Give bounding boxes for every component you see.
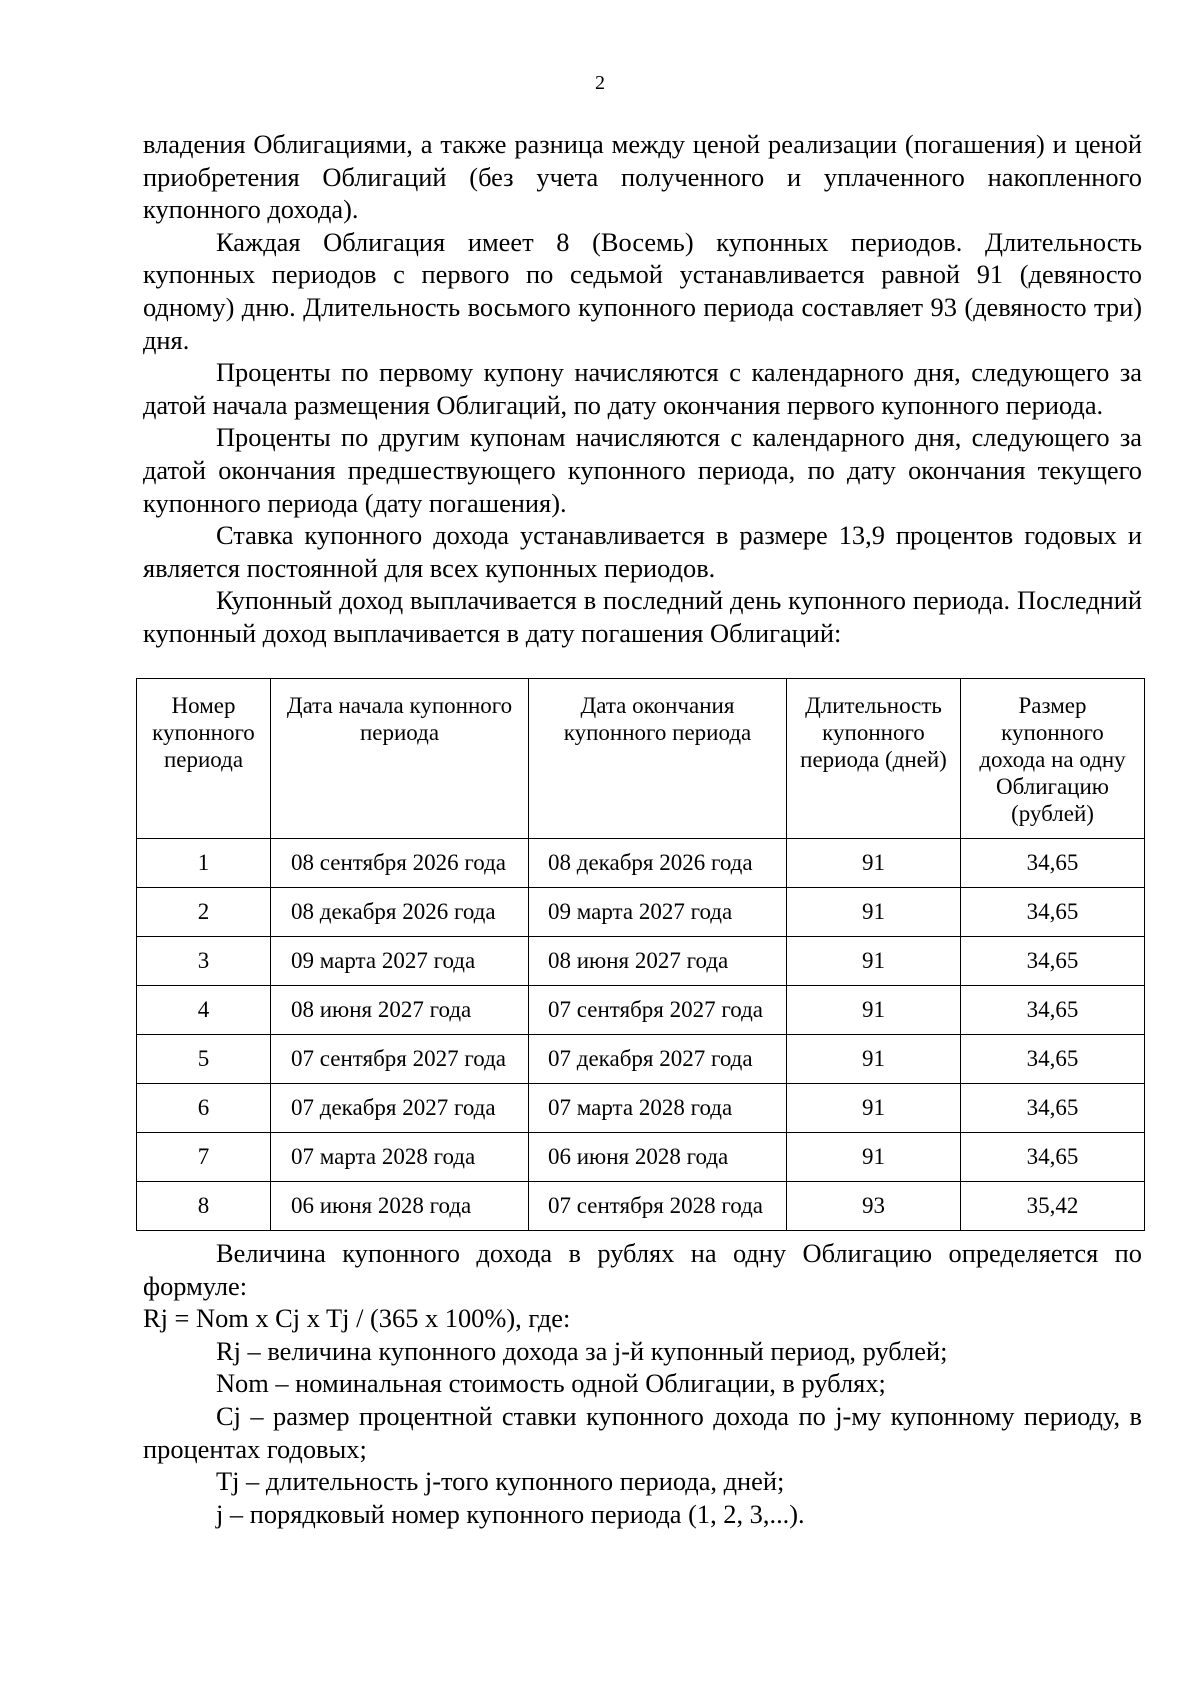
cell-coupon-number: 6 [137,1084,271,1133]
table-header-row [137,679,1145,839]
cell-end-date: 07 декабря 2027 года [529,1035,787,1084]
cell-duration: 91 [787,1133,961,1182]
table-row [137,1035,1145,1084]
cell-start-date: 07 декабря 2027 года [271,1084,529,1133]
definition-tj: Tj – длительность j-того купонного периода, дней; [216,1466,785,1497]
cell-start-date: 08 июня 2027 года [271,986,529,1035]
paragraph: Купонный доход выплачивается в последний день купонного периода. Последний купонный доход выплачивается в дату погашения Облигаций: [143,585,1142,648]
cell-coupon-amount: 34,65 [961,1133,1145,1182]
header-start-date: Дата начала купонного периода [271,679,529,839]
cell-start-date: 07 сентября 2027 года [271,1035,529,1084]
header-coupon-number: Номер купонного периода [137,679,271,839]
cell-start-date: 07 марта 2028 года [271,1133,529,1182]
table-row [137,986,1145,1035]
cell-coupon-number: 4 [137,986,271,1035]
cell-duration: 91 [787,937,961,986]
definition-cj: Cj – размер процентной ставки купонного дохода по j-му купонному периоду, в процентах годовых; [143,1400,1142,1464]
cell-end-date: 07 марта 2028 года [529,1084,787,1133]
table-row [137,839,1145,888]
header-end-date: Дата окончания купонного периода [529,679,787,839]
table-row [137,888,1145,937]
cell-coupon-number: 1 [137,839,271,888]
paragraph: Каждая Облигация имеет 8 (Восемь) купонных периодов. Длительность купонных периодов с первого по седьмой устанавливается равной 91 (девяносто одному) дню. Длительность восьмого купонного периода составляет 93 (девяносто три) дня. [143,226,1142,355]
cell-start-date: 08 сентября 2026 года [271,839,529,888]
cell-start-date: 08 декабря 2026 года [271,888,529,937]
cell-end-date: 07 сентября 2028 года [529,1182,787,1231]
cell-coupon-number: 3 [137,937,271,986]
cell-end-date: 09 марта 2027 года [529,888,787,937]
cell-duration: 91 [787,1035,961,1084]
body-text-top [143,128,1142,650]
cell-duration: 91 [787,839,961,888]
cell-coupon-amount: 34,65 [961,888,1145,937]
cell-coupon-amount: 35,42 [961,1182,1145,1231]
coupon-schedule-table [136,678,1145,1231]
table-row [137,1133,1145,1182]
cell-end-date: 06 июня 2028 года [529,1133,787,1182]
paragraph: Проценты по первому купону начисляются с календарного дня, следующего за датой начала размещения Облигаций, по дату окончания первого купонного периода. [143,357,1142,420]
cell-coupon-amount: 34,65 [961,1035,1145,1084]
formula: Rj = Nom x Cj x Tj / (365 x 100%), где: [143,1303,571,1334]
table-row [137,937,1145,986]
definition-rj: Rj – величина купонного дохода за j-й купонный период, рублей; [216,1335,948,1366]
cell-coupon-amount: 34,65 [961,937,1145,986]
header-coupon-amount: Размер купонного дохода на одну Облигацию (рублей) [961,679,1145,839]
cell-coupon-amount: 34,65 [961,839,1145,888]
definition-j: j – порядковый номер купонного периода (1, 2, 3,...). [216,1498,805,1529]
table-row [137,1084,1145,1133]
cell-duration: 91 [787,986,961,1035]
cell-coupon-number: 8 [137,1182,271,1231]
cell-end-date: 08 декабря 2026 года [529,839,787,888]
cell-duration: 91 [787,888,961,937]
cell-duration: 91 [787,1084,961,1133]
definition-nom: Nom – номинальная стоимость одной Облигации, в рублях; [216,1368,886,1399]
header-duration: Длительность купонного периода (дней) [787,679,961,839]
page-number: 2 [595,72,605,94]
cell-coupon-number: 7 [137,1133,271,1182]
paragraph: Величина купонного дохода в рублях на одну Облигацию определяется по формуле: [143,1238,1142,1301]
cell-coupon-amount: 34,65 [961,1084,1145,1133]
body-text-bottom [143,1237,1142,1530]
cell-start-date: 09 марта 2027 года [271,937,529,986]
cell-end-date: 08 июня 2027 года [529,937,787,986]
cell-duration: 93 [787,1182,961,1231]
cell-start-date: 06 июня 2028 года [271,1182,529,1231]
cell-coupon-number: 5 [137,1035,271,1084]
paragraph: владения Облигациями, а также разница между ценой реализации (погашения) и ценой приобретения Облигаций (без учета полученного и уплаченного накопленного купонного дохода). [143,129,1142,225]
cell-coupon-amount: 34,65 [961,986,1145,1035]
paragraph: Проценты по другим купонам начисляются с календарного дня, следующего за датой окончания предшествующего купонного периода, по дату окончания текущего купонного периода (дату погашения). [143,422,1142,518]
paragraph: Ставка купонного дохода устанавливается в размере 13,9 процентов годовых и является постоянной для всех купонных периодов. [143,520,1142,583]
table-row [137,1182,1145,1231]
cell-end-date: 07 сентября 2027 года [529,986,787,1035]
cell-coupon-number: 2 [137,888,271,937]
